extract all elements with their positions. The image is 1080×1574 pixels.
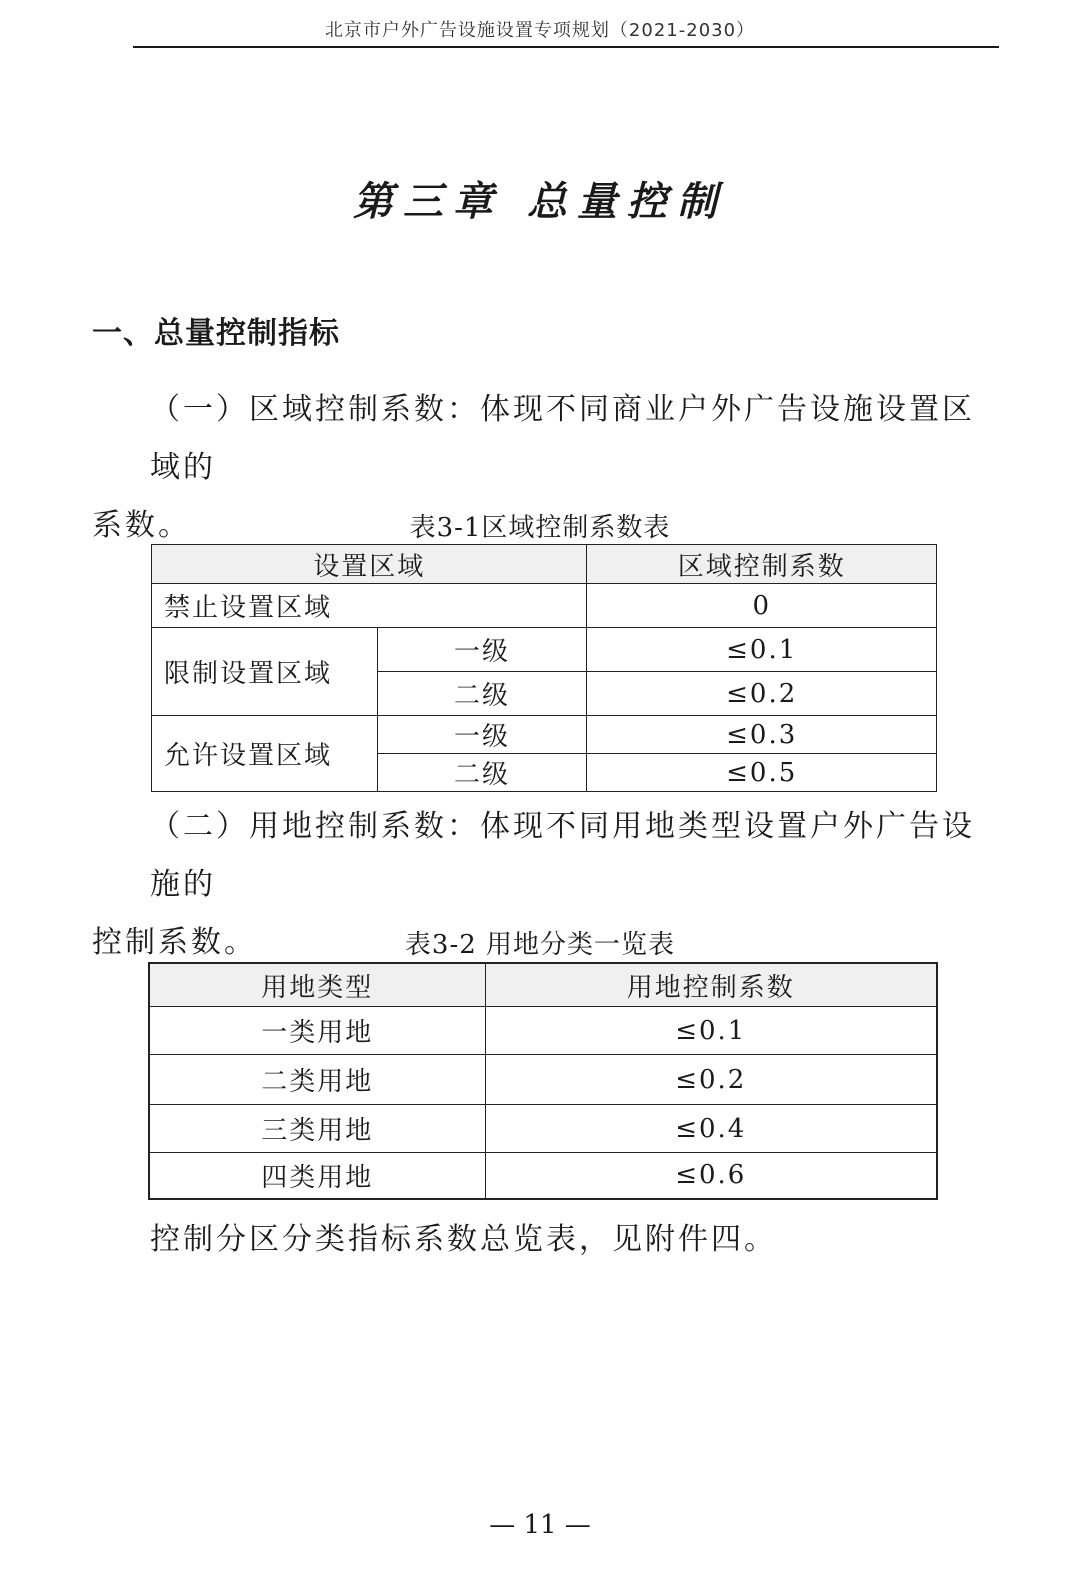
level-cell: 二级 <box>377 754 587 792</box>
table-row <box>149 1153 937 1199</box>
value-cell: ≤0.3 <box>587 716 937 754</box>
table-row <box>152 628 937 672</box>
column-header: 用地控制系数 <box>485 963 937 1007</box>
land-type-cell: 四类用地 <box>149 1153 485 1199</box>
chapter-title: 第三章 总量控制 <box>353 178 727 225</box>
zone-cell: 禁止设置区域 <box>152 584 587 628</box>
table-row <box>152 584 937 628</box>
value-cell: ≤0.4 <box>485 1105 937 1153</box>
running-header: 北京市户外广告设施设置专项规划（2021-2030） <box>324 20 756 41</box>
table-header-row <box>149 963 937 1007</box>
header-divider <box>133 46 999 48</box>
level-cell: 一级 <box>377 716 587 754</box>
table-row <box>152 716 937 754</box>
table-row <box>149 1007 937 1055</box>
zone-cell: 限制设置区域 <box>152 628 378 716</box>
paragraph-line: 系数。 <box>92 508 191 543</box>
value-cell: ≤0.1 <box>485 1007 937 1055</box>
land-type-cell: 三类用地 <box>149 1105 485 1153</box>
paragraph-line: 控制系数。 <box>92 925 257 960</box>
paragraph-line: （二）用地控制系数：体现不同用地类型设置户外广告设施的 <box>150 809 975 902</box>
table-header-row <box>152 545 937 584</box>
paragraph-line: （一）区域控制系数：体现不同商业户外广告设施设置区域的 <box>150 392 975 485</box>
value-cell: ≤0.6 <box>485 1153 937 1199</box>
value-cell: 0 <box>587 584 937 628</box>
appendix-note: 控制分区分类指标系数总览表，见附件四。 <box>150 1222 777 1257</box>
value-cell: ≤0.2 <box>485 1055 937 1105</box>
value-cell: ≤0.1 <box>587 628 937 672</box>
section-heading: 一、总量控制指标 <box>92 316 340 351</box>
zone-coefficient-table <box>151 544 937 792</box>
column-header: 用地类型 <box>149 963 485 1007</box>
table1-caption: 表3-1区域控制系数表 <box>409 513 671 543</box>
value-cell: ≤0.5 <box>587 754 937 792</box>
value-cell: ≤0.2 <box>587 672 937 716</box>
land-type-cell: 一类用地 <box>149 1007 485 1055</box>
column-header: 设置区域 <box>152 545 587 584</box>
land-use-table <box>148 962 938 1200</box>
table-row <box>149 1055 937 1105</box>
column-header: 区域控制系数 <box>587 545 937 584</box>
table2-caption: 表3-2 用地分类一览表 <box>404 930 676 960</box>
zone-cell: 允许设置区域 <box>152 716 378 792</box>
level-cell: 二级 <box>377 672 587 716</box>
land-type-cell: 二类用地 <box>149 1055 485 1105</box>
page-number: — 11 — <box>489 1510 591 1540</box>
level-cell: 一级 <box>377 628 587 672</box>
table-row <box>149 1105 937 1153</box>
